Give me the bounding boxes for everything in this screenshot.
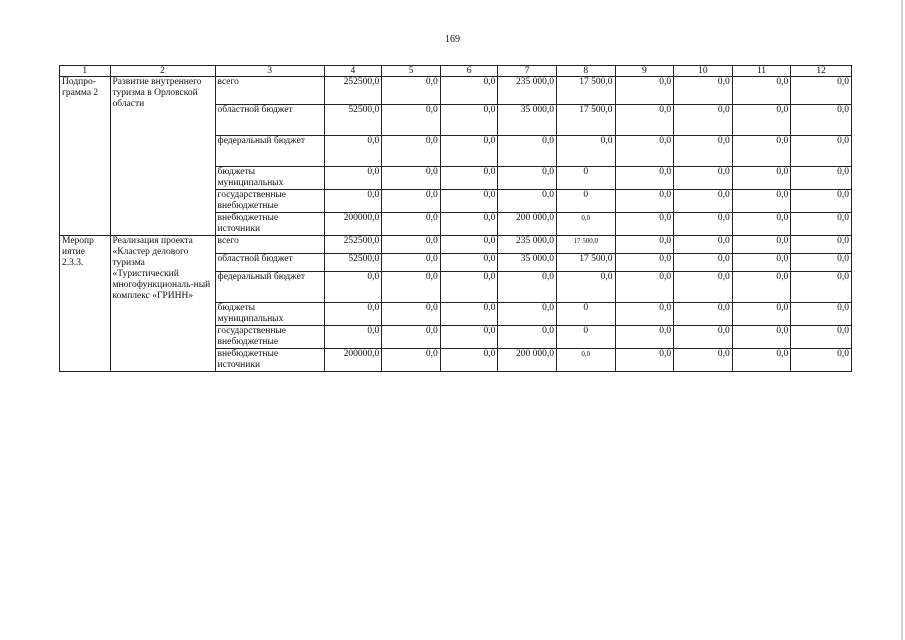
value-cell: 0,0 [674,236,733,254]
value-cell: 0,0 [674,254,733,272]
program-title: Развитие внутреннего туризма в Орловской области [110,77,215,236]
value-cell: 0,0 [615,105,674,136]
value-cell: 0,0 [674,190,733,213]
value-cell: 0 [556,303,615,326]
value-cell: 17 500,0 [556,77,615,105]
value-cell: 0,0 [674,105,733,136]
funding-source: областной бюджет [215,105,324,136]
value-cell: 0,0 [615,77,674,105]
value-cell: 0,0 [324,326,382,349]
value-cell: 0,0 [382,190,441,213]
value-cell: 0,0 [791,77,852,105]
value-cell: 0,0 [556,349,615,372]
value-cell: 52500,0 [324,105,382,136]
program-code: Подпро-грамма 2 [60,77,111,236]
value-cell: 0,0 [498,326,557,349]
value-cell: 17 500,0 [556,105,615,136]
value-cell: 0,0 [382,349,441,372]
value-cell: 200 000,0 [498,213,557,236]
value-cell: 0,0 [324,167,382,190]
value-cell: 0,0 [382,77,441,105]
value-cell: 0,0 [615,272,674,303]
measure-title: Реализация проекта «Кластер делового туризма «Туристический многофункциональ-ный комплекс «ГРИНН» [110,236,215,372]
column-header: 12 [791,66,852,77]
funding-source: всего [215,77,324,105]
value-cell: 0,0 [791,136,852,167]
column-header: 3 [215,66,324,77]
value-cell: 0,0 [615,326,674,349]
value-cell: 0,0 [791,349,852,372]
funding-source: государственные внебюджетные [215,190,324,213]
value-cell: 0,0 [732,213,791,236]
value-cell: 0,0 [791,190,852,213]
column-header: 1 [60,66,111,77]
value-cell: 0,0 [791,105,852,136]
value-cell: 235 000,0 [498,77,557,105]
value-cell: 0,0 [382,167,441,190]
column-header: 6 [440,66,498,77]
value-cell: 0,0 [440,77,498,105]
column-header: 9 [615,66,674,77]
value-cell: 0,0 [498,167,557,190]
value-cell: 0,0 [732,254,791,272]
value-cell: 0,0 [674,167,733,190]
value-cell: 0,0 [440,213,498,236]
value-cell: 0,0 [732,236,791,254]
value-cell: 0,0 [498,136,557,167]
value-cell: 0,0 [382,272,441,303]
value-cell: 0,0 [615,236,674,254]
value-cell: 200000,0 [324,349,382,372]
table-row [60,77,852,105]
value-cell: 0,0 [732,190,791,213]
value-cell: 0,0 [440,349,498,372]
funding-source: федеральный бюджет [215,136,324,167]
value-cell: 0 [556,190,615,213]
value-cell: 0,0 [615,213,674,236]
value-cell: 0,0 [324,190,382,213]
value-cell: 0,0 [440,236,498,254]
value-cell: 0,0 [382,236,441,254]
funding-source: внебюджетные источники [215,349,324,372]
value-cell: 0,0 [615,190,674,213]
value-cell: 235 000,0 [498,236,557,254]
scan-edge [901,0,903,640]
value-cell: 0,0 [615,167,674,190]
funding-source: бюджеты муниципальных [215,303,324,326]
value-cell: 0,0 [498,303,557,326]
column-header: 5 [382,66,441,77]
value-cell: 0,0 [498,272,557,303]
budget-table [59,65,852,372]
funding-source: внебюджетные источники [215,213,324,236]
value-cell: 0,0 [440,190,498,213]
value-cell: 200 000,0 [498,349,557,372]
value-cell: 0,0 [674,77,733,105]
value-cell: 200000,0 [324,213,382,236]
column-header: 4 [324,66,382,77]
value-cell: 0,0 [382,326,441,349]
value-cell: 0,0 [674,272,733,303]
value-cell: 35 000,0 [498,254,557,272]
value-cell: 0,0 [674,326,733,349]
value-cell: 35 000,0 [498,105,557,136]
value-cell: 0,0 [615,136,674,167]
value-cell: 52500,0 [324,254,382,272]
column-header: 11 [732,66,791,77]
value-cell: 0,0 [615,254,674,272]
value-cell: 0,0 [440,303,498,326]
funding-source: областной бюджет [215,254,324,272]
value-cell: 0,0 [382,105,441,136]
value-cell: 0,0 [732,272,791,303]
value-cell: 0,0 [324,303,382,326]
funding-source: бюджеты муниципальных [215,167,324,190]
value-cell: 0,0 [732,105,791,136]
measure-code: Меропр иятие 2.3.3. [60,236,111,372]
column-header: 7 [498,66,557,77]
value-cell: 0,0 [732,326,791,349]
value-cell: 0,0 [440,167,498,190]
value-cell: 0,0 [615,349,674,372]
value-cell: 0,0 [791,303,852,326]
column-header: 2 [110,66,215,77]
value-cell: 0,0 [382,136,441,167]
value-cell: 0,0 [732,77,791,105]
value-cell: 0,0 [440,136,498,167]
value-cell: 0,0 [440,326,498,349]
value-cell: 0,0 [556,213,615,236]
value-cell: 0,0 [791,236,852,254]
funding-source: федеральный бюджет [215,272,324,303]
value-cell: 0,0 [324,272,382,303]
table-row [60,236,852,254]
funding-source: всего [215,236,324,254]
value-cell: 0,0 [732,167,791,190]
value-cell: 252500,0 [324,77,382,105]
value-cell: 17 500,0 [556,236,615,254]
value-cell: 0,0 [674,213,733,236]
page-number: 169 [445,34,460,45]
column-number-row [60,66,852,77]
value-cell: 0,0 [674,136,733,167]
value-cell: 0,0 [791,167,852,190]
value-cell: 0 [556,167,615,190]
value-cell: 0,0 [791,326,852,349]
column-header: 10 [674,66,733,77]
value-cell: 0,0 [440,272,498,303]
value-cell: 0,0 [440,105,498,136]
value-cell: 0,0 [382,254,441,272]
value-cell: 0,0 [732,136,791,167]
value-cell: 0,0 [440,254,498,272]
value-cell: 0,0 [791,272,852,303]
value-cell: 0,0 [791,213,852,236]
value-cell: 0,0 [498,190,557,213]
value-cell: 0,0 [674,349,733,372]
value-cell: 0,0 [674,303,733,326]
funding-source: государственные внебюджетные [215,326,324,349]
value-cell: 252500,0 [324,236,382,254]
value-cell: 0,0 [732,349,791,372]
value-cell: 0,0 [382,213,441,236]
value-cell: 17 500,0 [556,254,615,272]
value-cell: 0,0 [382,303,441,326]
value-cell: 0,0 [324,136,382,167]
value-cell: 0,0 [791,254,852,272]
value-cell: 0,0 [615,303,674,326]
value-cell: 0 [556,326,615,349]
value-cell: 0,0 [556,272,615,303]
column-header: 8 [556,66,615,77]
value-cell: 0,0 [556,136,615,167]
value-cell: 0,0 [732,303,791,326]
